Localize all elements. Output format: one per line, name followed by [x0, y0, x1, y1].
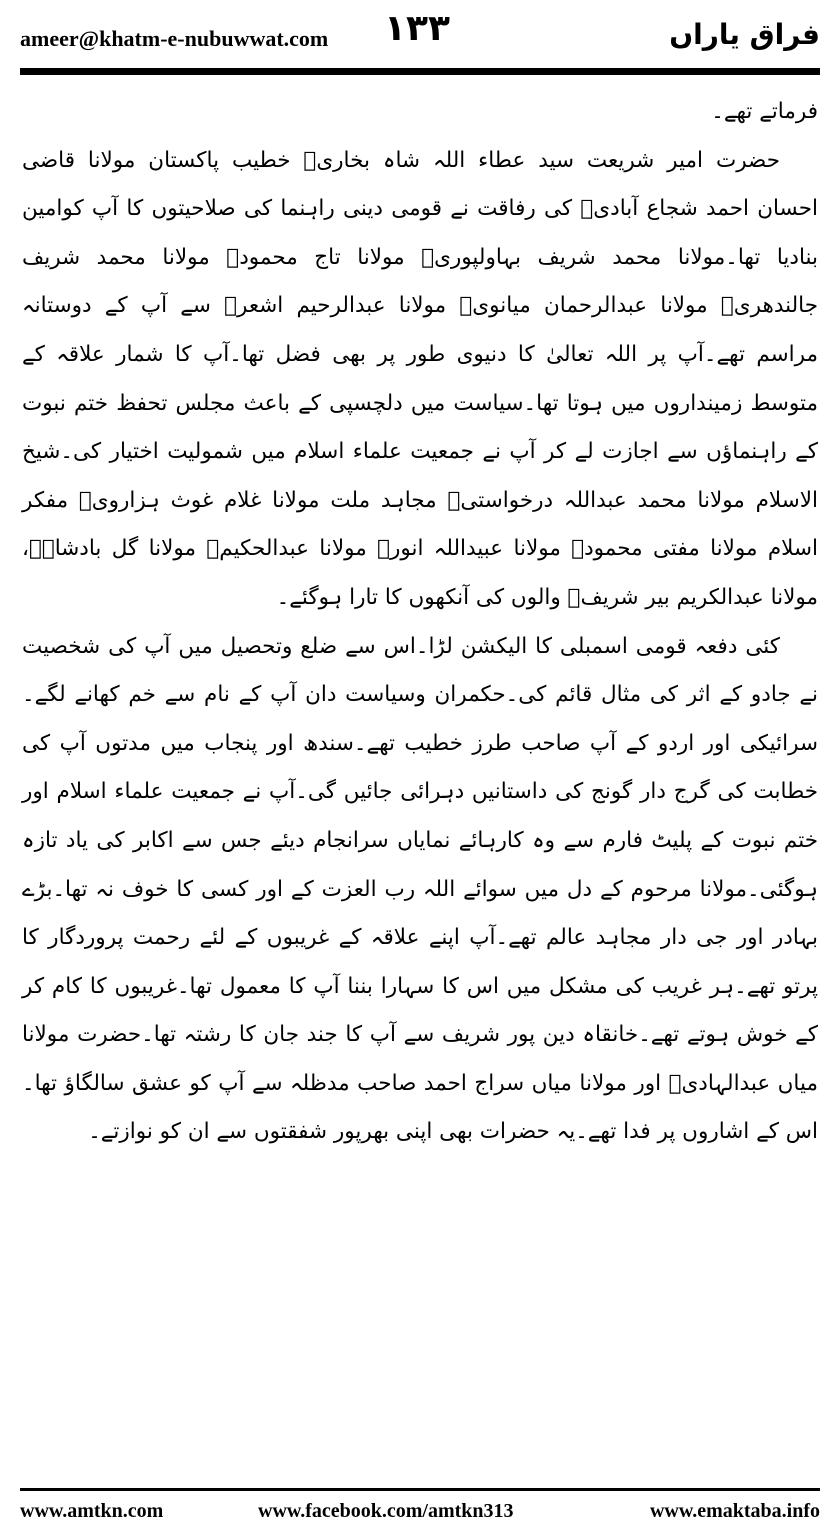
page-body [22, 88, 818, 1468]
header-email: ameer@khatm-e-nubuwwat.com [20, 26, 329, 51]
paragraph-1: فرماتے تھے۔ [711, 99, 818, 124]
header-rule [20, 68, 820, 75]
footer-link-facebook[interactable]: www.facebook.com/amtkn313 [258, 1500, 514, 1522]
footer-rule [20, 1488, 820, 1491]
footer-link-emaktaba[interactable]: www.emaktaba.info [649, 1500, 820, 1522]
page-header [0, 0, 840, 72]
paragraph-3: کئی دفعہ قومی اسمبلی کا الیکشن لڑا۔اس سے ضلع وتحصیل میں آپ کی شخصیت نے جادو کے اثر کی مثال قائم کی۔حکمران وسیاست دان آپ کے نام سے خم کھانے لگے۔سرائیکی اور اردو کے آپ صاحب طرز خطیب تھے۔سندھ اور پنجاب میں مدتوں آپ کی خطابت کی گرج دار گونج کی داستانیں دہرائی جائیں گی۔آپ نے جمعیت علماء اسلام اور ختم نبوت کے پلیٹ فارم سے وہ کارہائے نمایاں سرانجام دیئے جس سے اکابر کی یاد تازہ ہوگئی۔مولانا مرحوم کے دل میں سوائے اللہ رب العزت کے اور کسی کا خوف نہ تھا۔بڑے بہادر اور جی دار مجاہد عالم تھے۔آپ اپنے علاقہ کے غریبوں کے لئے رحمت پروردگار کا پرتو تھے۔ہر غریب کی مشکل میں اس کا سہارا بننا آپ کا معمول تھا۔غریبوں کا کام کر کے خوش ہوتے تھے۔خانقاہ دین پور شریف سے آپ کا جند جان کا رشتہ تھا۔حضرت مولانا میاں عبدالہادیؒ اور مولانا میاں سراج احمد صاحب مدظلہ سے آپ کو عشق سالگاؤ تھا۔اس کے اشاروں پر فدا تھے۔یہ حضرات بھی اپنی بھرپور شفقتوں سے ان کو نوازتے۔ [22, 633, 818, 1145]
paragraph-2: حضرت امیر شریعت سید عطاء اللہ شاہ بخاریؒ خطیب پاکستان مولانا قاضی احسان احمد شجاع آبادیؒ کی رفاقت نے قومی دینی راہنما کی صلاحیتوں کا آپ کوامین بنادیا تھا۔مولانا محمد شریف بہاولپوریؒ مولانا تاج محمودؒ مولانا محمد شریف جالندھریؒ مولانا عبدالرحمان میانویؒ مولانا عبدالرحیم اشعرؒ سے آپ کے دوستانہ مراسم تھے۔آپ پر اللہ تعالیٰ کا دنیوی طور پر بھی فضل تھا۔آپ کا شمار علاقہ کے متوسط زمینداروں میں ہوتا تھا۔سیاست میں دلچسپی کے باعث مجلس تحفظ ختم نبوت کے راہنماؤں سے اجازت لے کر آپ نے جمعیت علماء اسلام میں شمولیت اختیار کی۔شیخ الاسلام مولانا محمد عبداللہ درخواستیؒ مجاہد ملت مولانا غلام غوث ہزارویؒ مفکر اسلام مولانا مفتی محمودؒ مولانا عبیداللہ انورؒ مولانا عبدالحکیمؒ مولانا گل بادشاہؒ، مولانا عبدالکریم بیر شریفؒ والوں کی آنکھوں کا تارا ہوگئے۔ [22, 147, 818, 610]
page-footer [20, 1500, 820, 1532]
footer-link-amtkn[interactable]: www.amtkn.com [20, 1500, 164, 1522]
page-number: ۱۳۳ [384, 8, 450, 49]
book-title: فراق یاراں [669, 18, 820, 51]
